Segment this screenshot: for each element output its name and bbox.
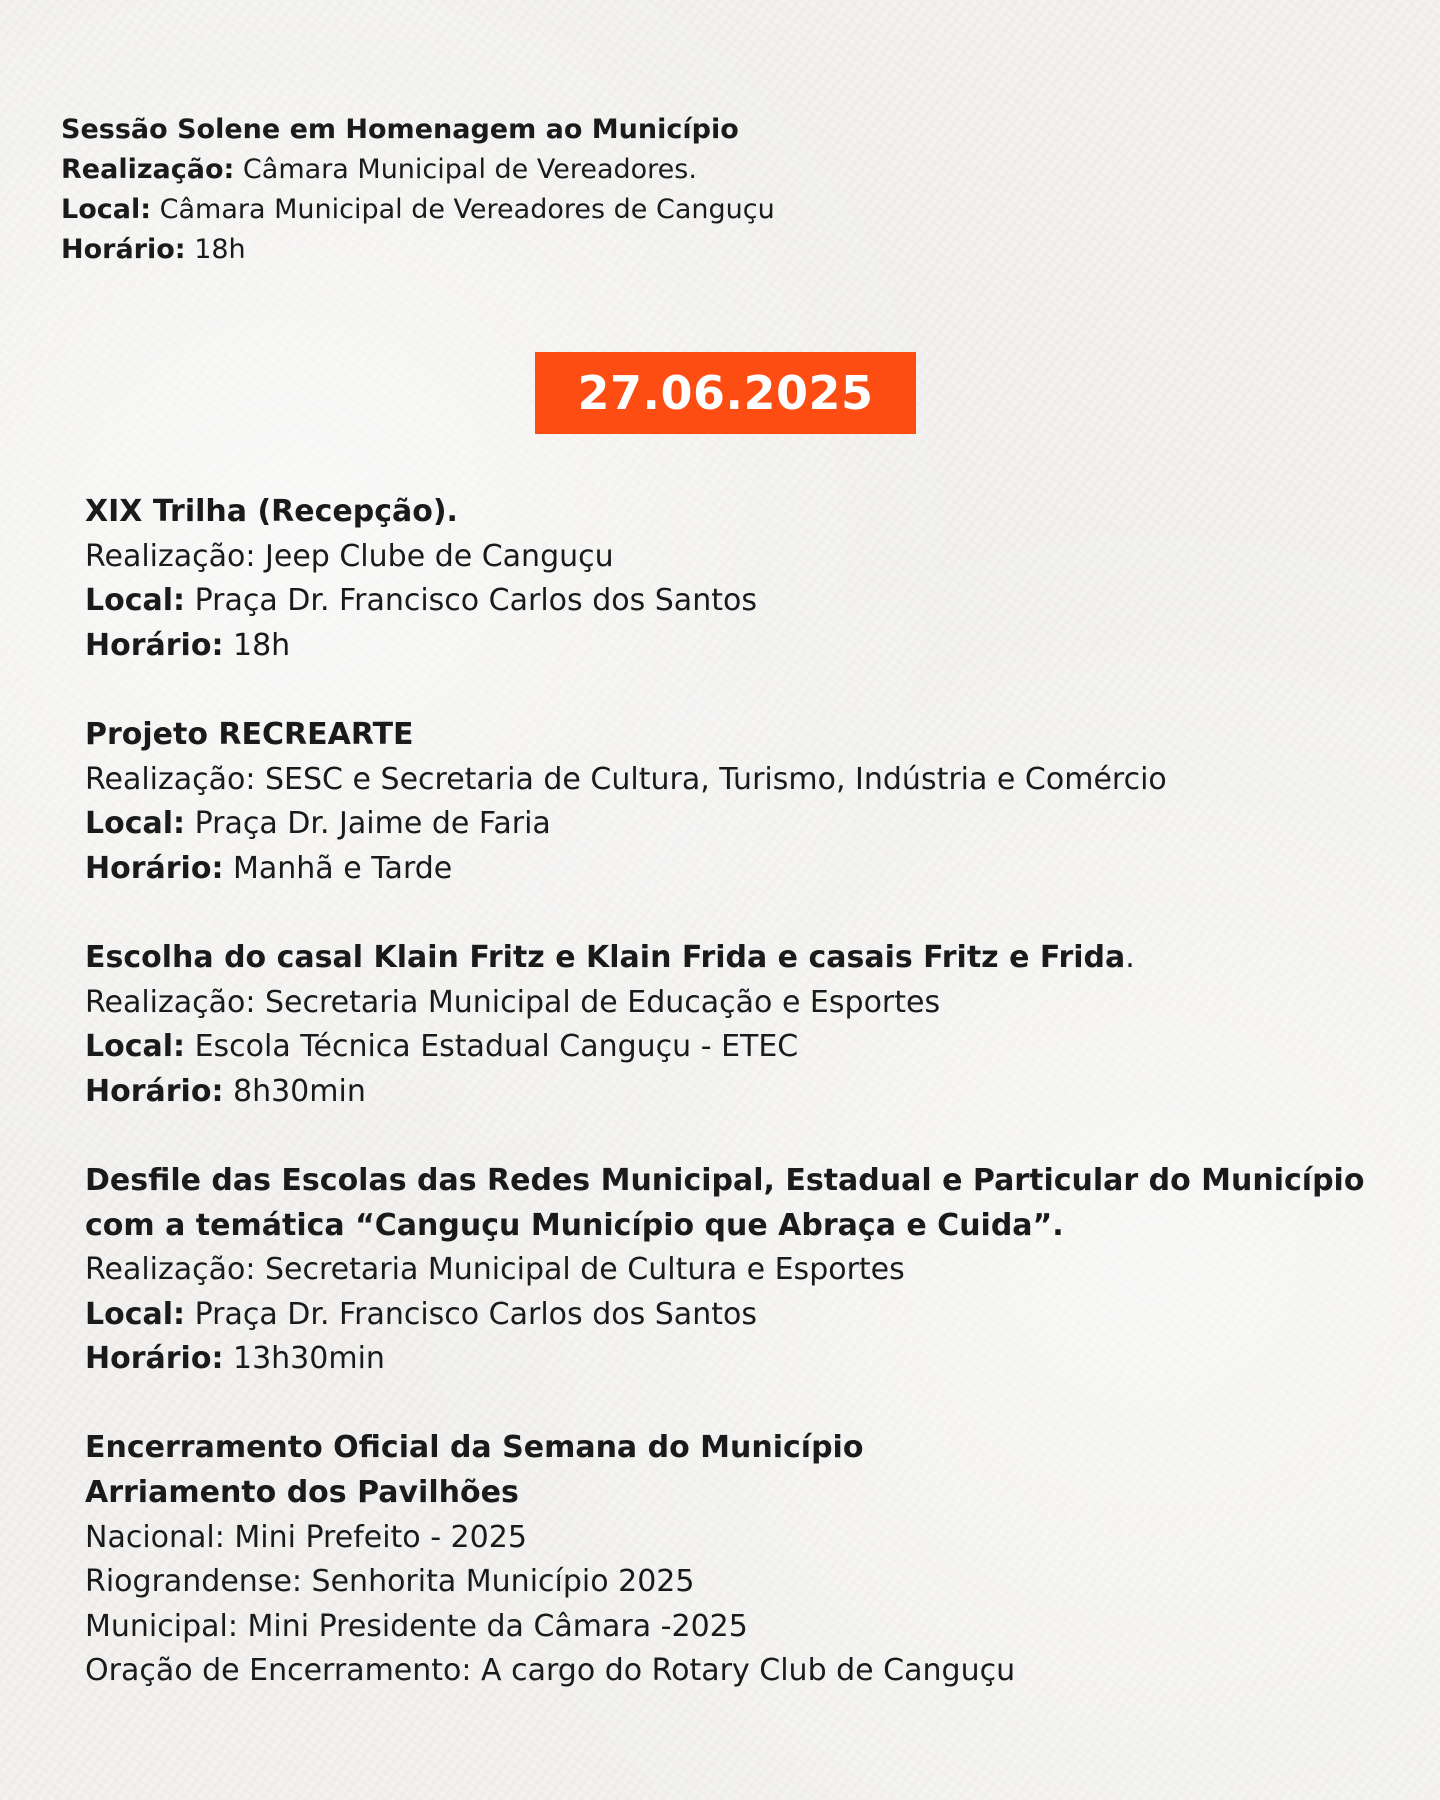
top-event-local: [61, 190, 1361, 230]
realizacao-value: Câmara Municipal de Vereadores.: [234, 154, 697, 185]
event-encerramento: [85, 1426, 1415, 1694]
horario-label: Horário:: [85, 850, 224, 886]
horario-value: 13h30min: [223, 1341, 385, 1377]
horario-label: Horário:: [85, 1341, 224, 1377]
local-label: Local:: [85, 583, 186, 619]
event-local: [85, 1025, 1415, 1070]
event-title-line2: Arriamento dos Pavilhões: [85, 1475, 519, 1511]
event-title: [85, 936, 1415, 981]
event-title-line1: Desfile das Escolas das Redes Municipal, Estadual e Particular do Município: [85, 1162, 1365, 1198]
local-value: Praça Dr. Francisco Carlos dos Santos: [185, 583, 757, 619]
local-value: Escola Técnica Estadual Canguçu - ETEC: [185, 1029, 799, 1065]
event-escolha-casal: [85, 936, 1415, 1114]
horario-label: Horário:: [85, 627, 224, 663]
horario-value: Manhã e Tarde: [223, 850, 453, 886]
event-realizacao: Realização: Jeep Clube de Canguçu: [85, 538, 614, 574]
event-detail-line: Riograndense: Senhorita Município 2025: [85, 1564, 695, 1600]
event-horario: [85, 1337, 1415, 1382]
event-horario: [85, 624, 1415, 669]
realizacao-label: Realização:: [61, 154, 235, 185]
event-desfile: [85, 1159, 1415, 1382]
event-detail-line: Municipal: Mini Presidente da Câmara -2025: [85, 1608, 748, 1644]
top-event: [61, 110, 1361, 270]
event-local: [85, 579, 1415, 624]
event-title-suffix: .: [1125, 939, 1135, 975]
local-value: Câmara Municipal de Vereadores de Canguçu: [151, 194, 775, 225]
date-badge: 27.06.2025: [535, 352, 916, 434]
event-list: [85, 490, 1415, 1739]
event-local: [85, 802, 1415, 847]
event-recrearte: [85, 713, 1415, 891]
top-event-title: Sessão Solene em Homenagem ao Município: [61, 114, 739, 145]
event-title-text: Escolha do casal Klain Fritz e Klain Frida e casais Fritz e Frida: [85, 939, 1126, 975]
local-label: Local:: [85, 806, 186, 842]
event-title: Projeto RECREARTE: [85, 716, 414, 752]
event-detail-line: Oração de Encerramento: A cargo do Rotary Club de Canguçu: [85, 1653, 1016, 1689]
event-title: XIX Trilha (Recepção).: [85, 494, 458, 529]
horario-label: Horário:: [85, 1073, 224, 1109]
horario-label: Horário:: [61, 234, 186, 265]
top-event-horario: [61, 230, 1361, 270]
event-title-line1: Encerramento Oficial da Semana do Município: [85, 1430, 864, 1466]
event-realizacao: Realização: Secretaria Municipal de Cultura e Esportes: [85, 1252, 905, 1288]
horario-value: 18h: [223, 627, 291, 663]
local-label: Local:: [61, 194, 152, 225]
horario-value: 8h30min: [223, 1073, 366, 1109]
event-realizacao: Realização: Secretaria Municipal de Educação e Esportes: [85, 984, 941, 1020]
local-value: Praça Dr. Francisco Carlos dos Santos: [185, 1296, 757, 1332]
event-title-line2: com a temática “Canguçu Município que Abraça e Cuida”.: [85, 1207, 1064, 1243]
event-realizacao: Realização: SESC e Secretaria de Cultura, Turismo, Indústria e Comércio: [85, 761, 1167, 797]
event-horario: [85, 847, 1415, 892]
event-trilha: [85, 490, 1415, 668]
top-event-realizacao: [61, 150, 1361, 190]
event-local: [85, 1293, 1415, 1338]
event-horario: [85, 1070, 1415, 1115]
local-label: Local:: [85, 1296, 186, 1332]
local-value: Praça Dr. Jaime de Faria: [185, 806, 551, 842]
horario-value: 18h: [185, 234, 246, 265]
event-detail-line: Nacional: Mini Prefeito - 2025: [85, 1519, 527, 1555]
local-label: Local:: [85, 1029, 186, 1065]
